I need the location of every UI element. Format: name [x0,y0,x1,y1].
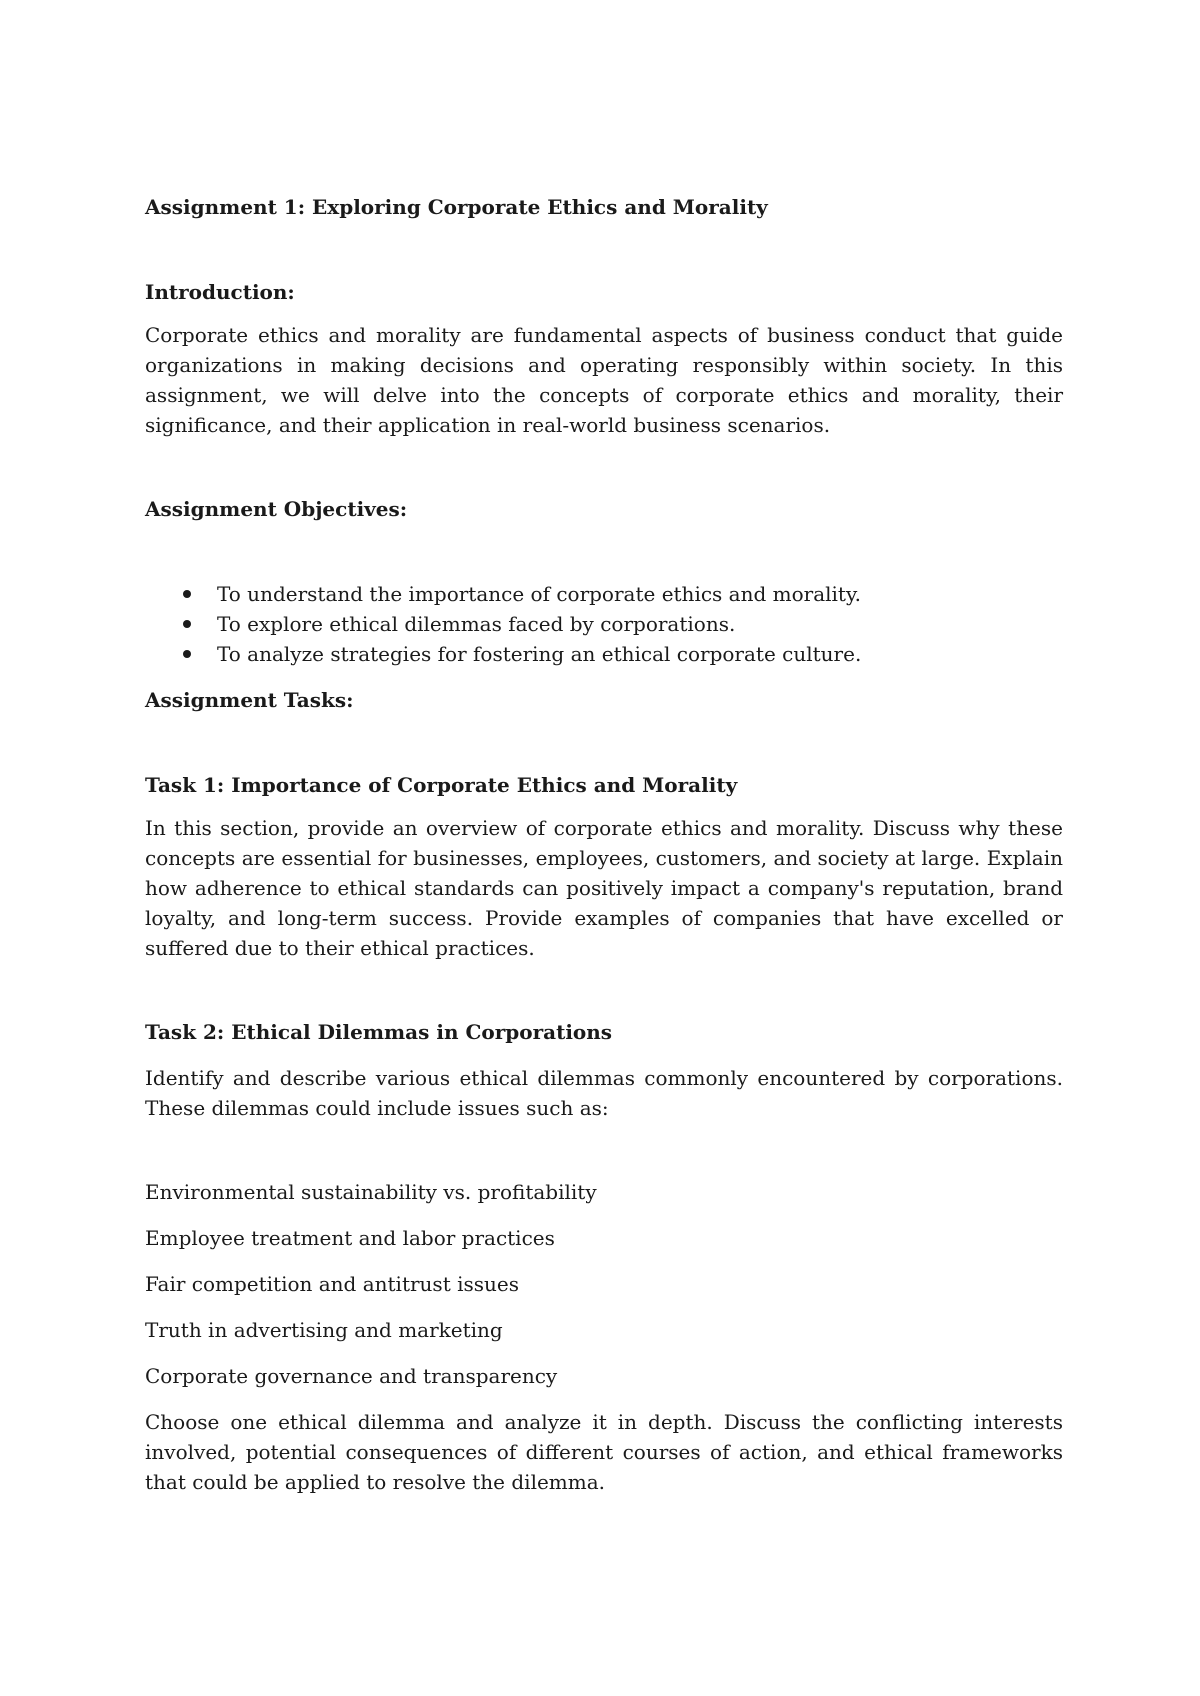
task2-closing-paragraph: Choose one ethical dilemma and analyze it in depth. Discuss the conflicting interests involved, potential consequences of different courses of action, and ethical frameworks that could be applied to resolve the dilemma. [145,1410,1063,1494]
objective-text: To explore ethical dilemmas faced by corporations. [217,612,736,636]
objective-text: To analyze strategies for fostering an ethical corporate culture. [217,642,862,666]
bullet-icon [183,650,191,658]
objectives-heading: Assignment Objectives: [145,497,408,521]
objective-item [145,609,1063,639]
task2-paragraph: Identify and describe various ethical dilemmas commonly encountered by corporations. These dilemmas could include issues such as: [145,1066,1063,1120]
task2-heading: Task 2: Ethical Dilemmas in Corporations [145,1020,613,1044]
bullet-icon [183,620,191,628]
task1-heading: Task 1: Importance of Corporate Ethics and Morality [145,773,738,797]
dilemma-item: Corporate governance and transparency [145,1364,558,1388]
bullet-icon [183,590,191,598]
objective-item [145,579,1063,609]
objective-text: To understand the importance of corporate ethics and morality. [217,582,861,606]
task1-paragraph: In this section, provide an overview of corporate ethics and morality. Discuss why these concepts are essential for businesses, employees, customers, and society at large. Explain how adherence to ethical standards can positively impact a company's reputation, brand loyalty, and long-term success. Provide examples of companies that have excelled or suffered due to their ethical practices. [145,816,1063,960]
introduction-heading: Introduction: [145,280,295,304]
document-title: Assignment 1: Exploring Corporate Ethics and Morality [145,195,768,219]
objective-item [145,639,1063,669]
introduction-paragraph: Corporate ethics and morality are fundamental aspects of business conduct that guide organizations in making decisions and operating responsibly within society. In this assignment, we will delve into the concepts of corporate ethics and morality, their significance, and their application in real-world business scenarios. [145,323,1063,437]
dilemma-item: Truth in advertising and marketing [145,1318,503,1342]
document-body [145,192,1063,1497]
dilemma-item: Employee treatment and labor practices [145,1226,555,1250]
objectives-list [145,579,1063,669]
dilemma-item: Environmental sustainability vs. profitability [145,1180,597,1204]
dilemma-item: Fair competition and antitrust issues [145,1272,519,1296]
tasks-heading: Assignment Tasks: [145,688,354,712]
